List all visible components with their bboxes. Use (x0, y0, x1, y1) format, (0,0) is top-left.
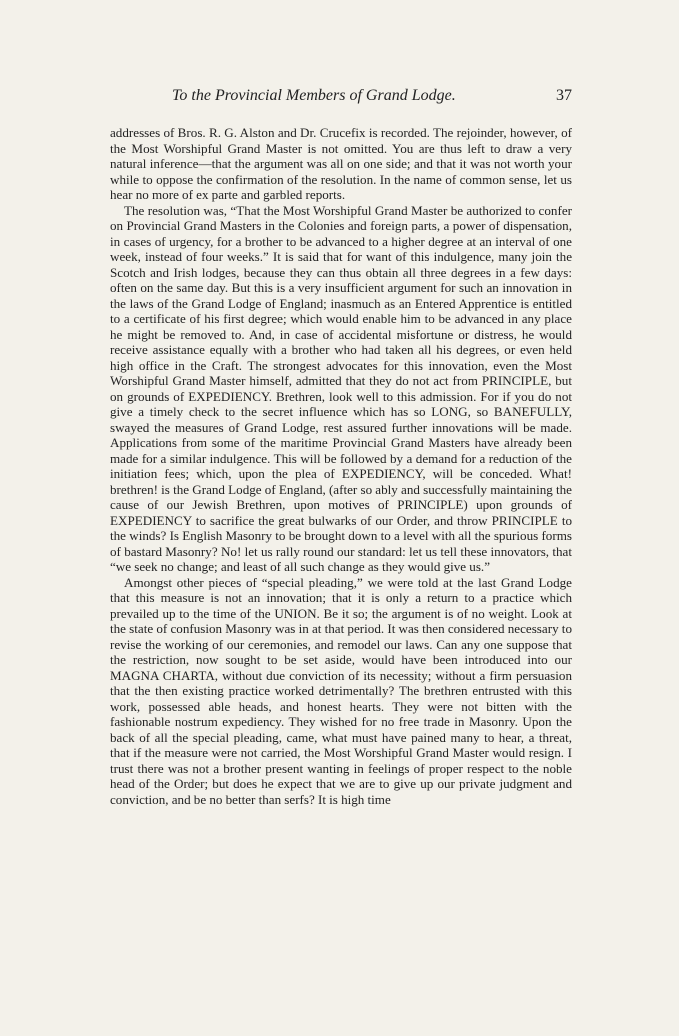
body-text (110, 125, 572, 807)
page-number: 37 (556, 87, 572, 104)
paragraph-2: The resolution was, “That the Most Worshipful Grand Master be authorized to confer on Provincial Grand Masters in the Colonies and foreign parts, a power of dispensation, in cases of urgency, for a brother to be advanced to a higher degree at an interval of one week, instead of four weeks.” It is said that for want of this indulgence, many join the Scotch and Irish lodges, because they can thus obtain all three degrees in a few days: often on the same day. But this is a very insufficient argument for such an innovation in the laws of the Grand Lodge of England; inasmuch as an Entered Apprentice is entitled to a certificate of his first degree; which would enable him to be advanced in any place he might be removed to. And, in case of accidental misfortune or distress, he would receive assistance equally with a brother who had taken all his degrees, or even held high office in the Craft. The strongest advocates for this innovation, even the Most Worshipful Grand Master himself, admitted that they do not act from PRINCIPLE, but on grounds of EXPEDIENCY. Brethren, look well to this admission. For if you do not give a timely check to the secret influence which has so LONG, so BANEFULLY, swayed the measures of Grand Lodge, rest assured further innovations will be made. Applications from some of the maritime Provincial Grand Masters have already been made for a similar indulgence. This will be followed by a demand for a reduction of the initiation fees; which, upon the plea of EXPEDIENCY, will be conceded. What! brethren! is the Grand Lodge of England, (after so ably and successfully maintaining the cause of our Jewish Brethren, upon motives of PRINCIPLE) upon grounds of EXPEDIENCY to sacrifice the great bulwarks of our Order, and throw PRINCIPLE to the winds? Is English Masonry to be brought down to a level with all the spurious forms of bastard Masonry? No! let us rally round our standard: let us tell these innovators, that “we seek no change; and least of all such change as they would give us.” (110, 202, 572, 574)
running-header (112, 85, 572, 107)
header-title: To the Provincial Members of Grand Lodge. (172, 87, 456, 104)
paragraph-3: Amongst other pieces of “special pleading,” we were told at the last Grand Lodge that this measure is not an innovation; that it is only a return to a practice which prevailed up to the time of the UNION. Be it so; the argument is of no weight. Look at the state of confusion Masonry was in at that period. It was then considered necessary to revise the working of our ceremonies, and remodel our laws. Can any one suppose that the restriction, now sought to be set aside, would have been introduced into our MAGNA CHARTA, without due conviction of its necessity; without a firm persuasion that the then existing practice worked detrimentally? The brethren entrusted with this work, possessed able heads, and honest hearts. They were not bitten with the fashionable nostrum expediency. They wished for no free trade in Masonry. Upon the back of all the special pleading, came, what must have pained many to hear, a threat, that if the measure were not carried, the Most Worshipful Grand Master would resign. I trust there was not a brother present wanting in feelings of proper respect to the noble head of the Order; but does he expect that we are to give up our private judgment and conviction, and be no better than serfs? It is high time (110, 574, 572, 807)
paragraph-1: addresses of Bros. R. G. Alston and Dr. Crucefix is recorded. The rejoinder, however, of the Most Worshipful Grand Master is not omitted. You are thus left to draw a very natural inference—that the argument was all on one side; and that it was not worth your while to oppose the confirmation of the resolution. In the name of common sense, let us hear no more of ex parte and garbled reports. (110, 125, 572, 202)
